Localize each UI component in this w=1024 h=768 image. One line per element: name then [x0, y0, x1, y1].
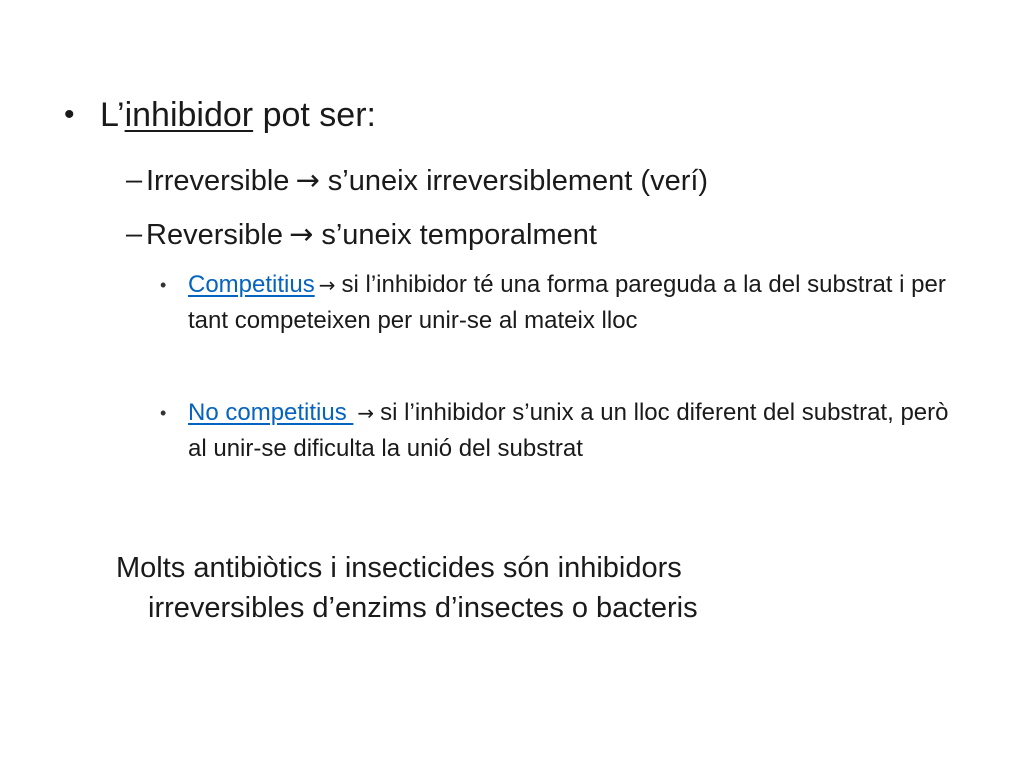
competitius-desc: si l’inhibidor té una forma pareguda a la del substrat i per tant competeixen per unir-se al mateix lloc [188, 271, 946, 334]
dash-icon: – [126, 218, 143, 250]
bullet-text [146, 160, 708, 201]
bullet-icon: • [64, 98, 75, 131]
note-line-2: irreversibles d’enzims d’insectes o bacteris [148, 592, 698, 624]
arrow-right-icon: → [295, 163, 320, 197]
bullet-text [188, 395, 968, 467]
bullet-text [100, 92, 376, 138]
closing-note [116, 548, 876, 628]
irreversible-term: Irreversible [146, 165, 290, 197]
bullet-text [146, 214, 597, 255]
inhibitor-term: inhibidor [124, 96, 254, 134]
bullet-reversible [126, 214, 597, 255]
bullet-icon: • [160, 403, 167, 423]
note-line-1: Molts antibiòtics i insecticides són inhibidors [116, 552, 682, 584]
bullet-irreversible [126, 160, 708, 201]
reversible-term: Reversible [146, 219, 283, 251]
arrow-right-icon: → [357, 401, 375, 425]
reversible-desc: s’uneix temporalment [321, 219, 597, 251]
bullet-no-competitius [160, 395, 968, 467]
arrow-right-icon: → [289, 217, 314, 251]
inhibitor-prefix: L’ [100, 96, 125, 134]
bullet-icon: • [160, 275, 167, 295]
arrow-right-icon: → [318, 273, 336, 297]
bullet-competitius [160, 267, 968, 339]
no-competitius-desc: si l’inhibidor s’unix a un lloc diferent del substrat, però al unir-se dificulta la unió del substrat [188, 399, 949, 462]
irreversible-desc: s’uneix irreversiblement (verí) [327, 165, 709, 197]
bullet-text [188, 267, 968, 339]
dash-icon: – [126, 164, 143, 196]
competitius-link[interactable]: Competitius [188, 271, 315, 298]
no-competitius-link[interactable]: No competitius [188, 399, 354, 426]
bullet-inhibitor [64, 92, 376, 138]
inhibitor-suffix: pot ser: [253, 96, 376, 134]
